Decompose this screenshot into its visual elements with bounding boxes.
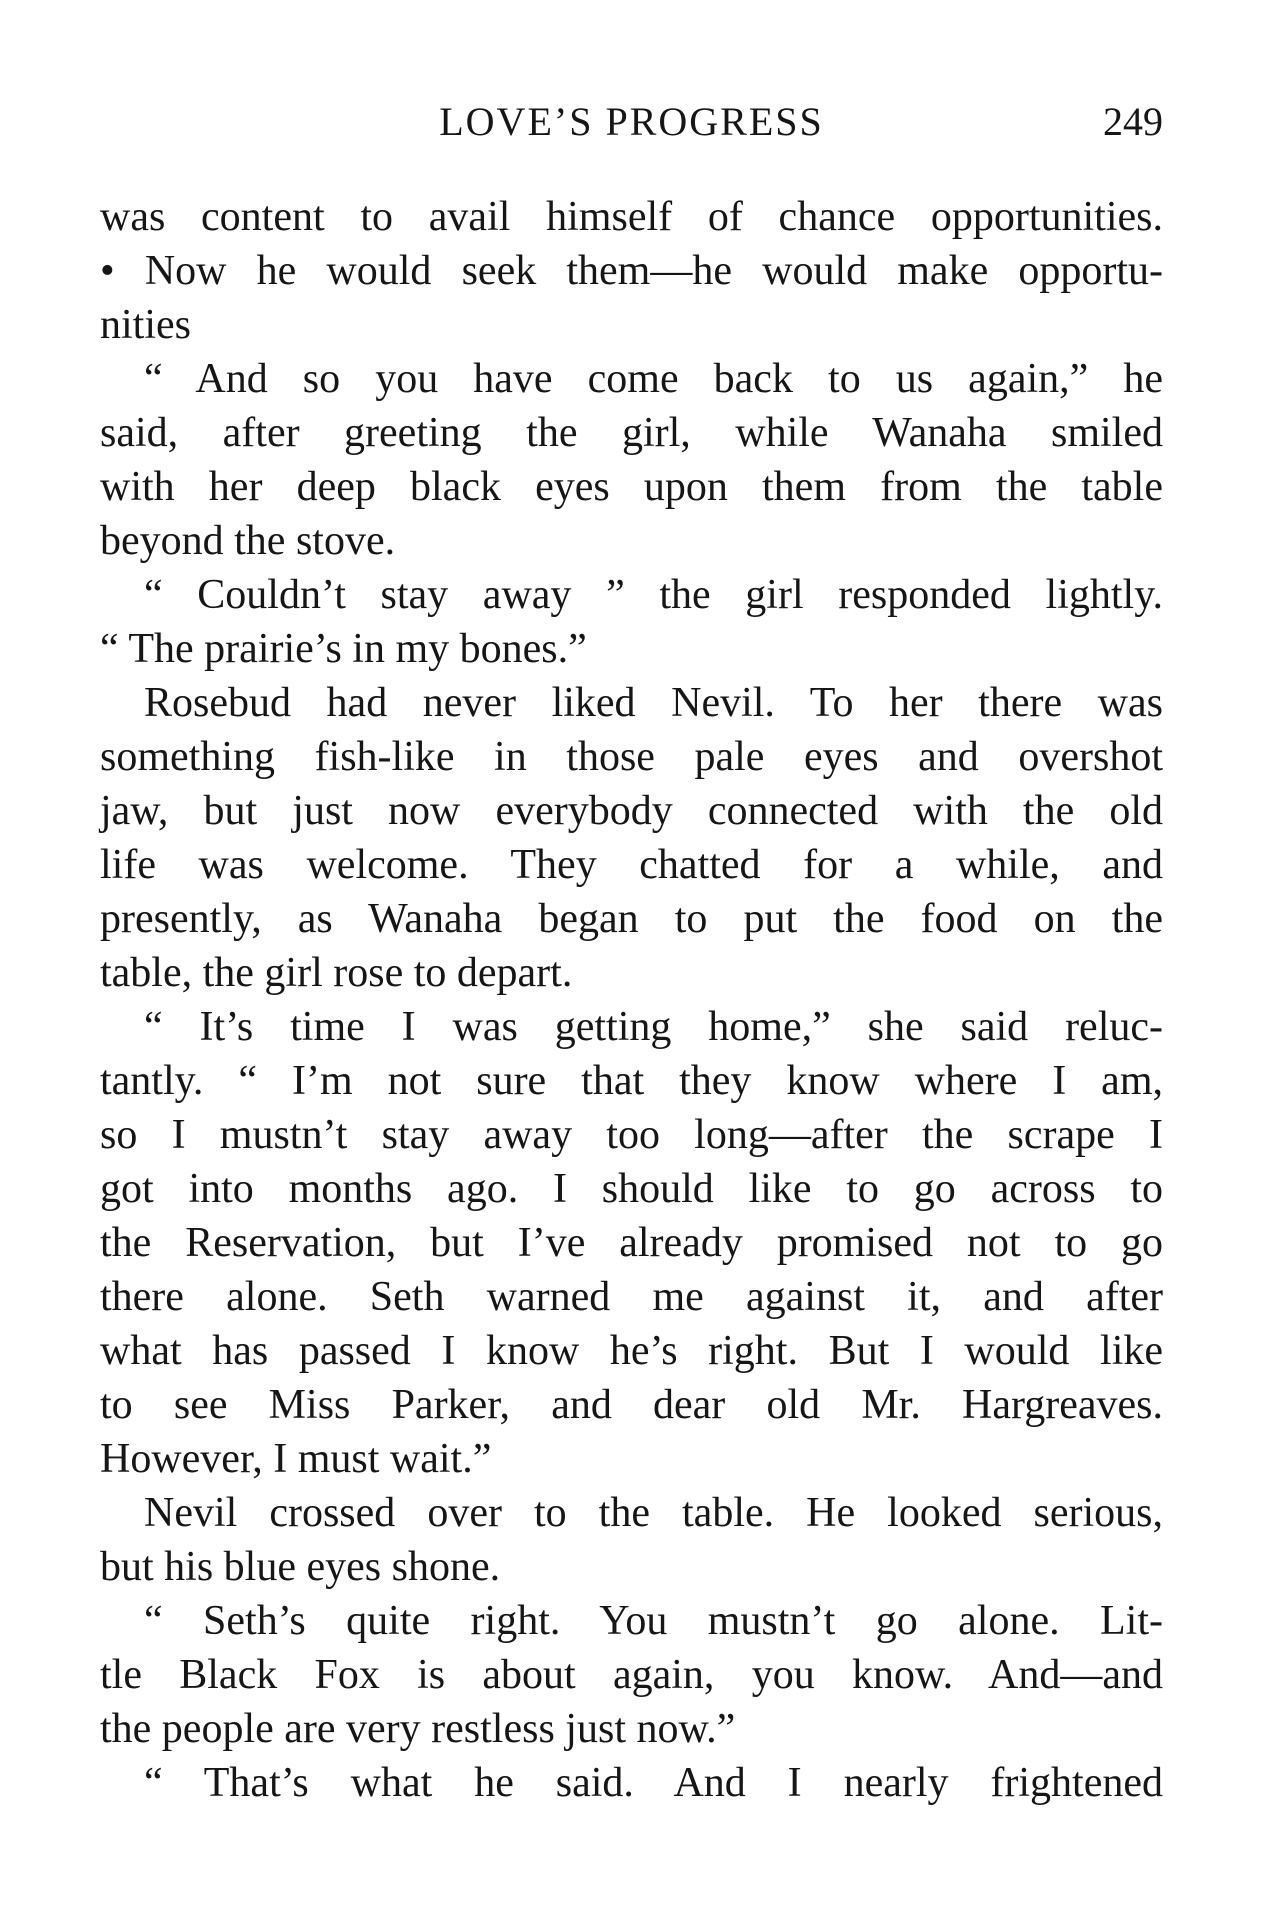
text-line: tantly. “ I’m not sure that they know where I am,: [100, 1058, 1163, 1104]
text-line: “ Couldn’t stay away ” the girl responded lightly.: [144, 572, 1163, 618]
text-line: there alone. Seth warned me against it, and after: [100, 1274, 1163, 1320]
text-line: beyond the stove.: [100, 518, 396, 564]
text-line: presently, as Wanaha began to put the food on the: [100, 896, 1163, 942]
text-line: with her deep black eyes upon them from the table: [100, 464, 1163, 510]
text-line: table, the girl rose to depart.: [100, 950, 573, 996]
text-line: what has passed I know he’s right. But I would like: [100, 1328, 1163, 1374]
running-head: [0, 96, 1263, 148]
page-number: 249: [1103, 99, 1163, 144]
text-line: “ That’s what he said. And I nearly frightened: [144, 1760, 1163, 1806]
text-line: said, after greeting the girl, while Wanaha smiled: [100, 410, 1163, 456]
text-line: However, I must wait.”: [100, 1436, 492, 1482]
text-line: Nevil crossed over to the table. He looked serious,: [144, 1490, 1163, 1536]
text-line: • Now he would seek them—he would make opportu-: [100, 248, 1163, 294]
text-line: Rosebud had never liked Nevil. To her there was: [144, 680, 1163, 726]
body-text: [100, 190, 1163, 1810]
text-line: “ Seth’s quite right. You mustn’t go alone. Lit-: [144, 1598, 1163, 1644]
text-line: “ The prairie’s in my bones.”: [100, 626, 587, 672]
text-line: tle Black Fox is about again, you know. And—and: [100, 1652, 1163, 1698]
text-line: “ It’s time I was getting home,” she said reluc-: [144, 1004, 1163, 1050]
text-line: to see Miss Parker, and dear old Mr. Hargreaves.: [100, 1382, 1163, 1428]
running-title: LOVE’S PROGRESS: [439, 99, 824, 144]
text-line: was content to avail himself of chance opportunities.: [100, 194, 1163, 240]
text-line: nities: [100, 302, 191, 348]
text-line: jaw, but just now everybody connected with the old: [100, 788, 1163, 834]
text-line: but his blue eyes shone.: [100, 1544, 501, 1590]
text-line: got into months ago. I should like to go across to: [100, 1166, 1163, 1212]
text-line: the Reservation, but I’ve already promised not to go: [100, 1220, 1163, 1266]
text-line: life was welcome. They chatted for a while, and: [100, 842, 1163, 888]
text-line: so I mustn’t stay away too long—after the scrape I: [100, 1112, 1163, 1158]
text-line: the people are very restless just now.”: [100, 1706, 736, 1752]
text-line: “ And so you have come back to us again,” he: [144, 356, 1163, 402]
text-line: something fish-like in those pale eyes and overshot: [100, 734, 1163, 780]
